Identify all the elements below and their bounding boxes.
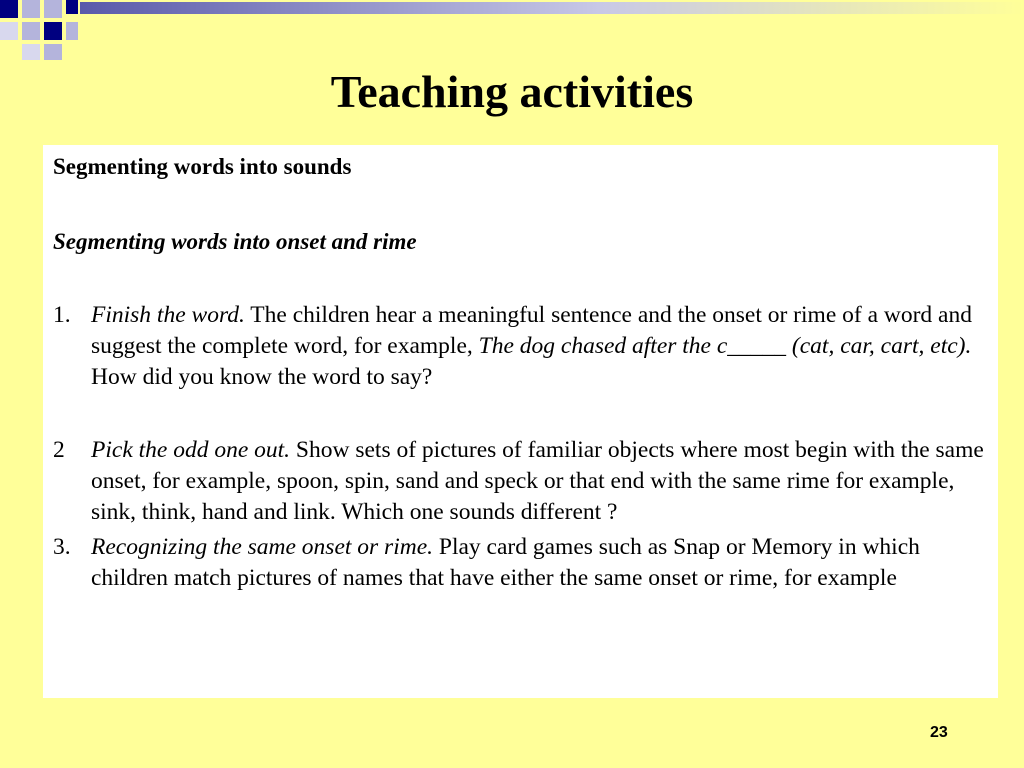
list-item-number: 3. <box>53 534 71 560</box>
list-item-lead: Finish the word. <box>91 302 245 328</box>
list-item-lead: Pick the odd one out. <box>91 437 291 463</box>
list-item-finish-the-word <box>53 300 988 393</box>
slide-title: Teaching activities <box>330 66 694 117</box>
list-item-question: How did you know the word to say? <box>91 364 433 390</box>
decorative-header-band <box>0 0 1024 60</box>
list-item-recognizing-onset-rime <box>53 532 988 594</box>
list-item-text: The children hear a meaningful sentence and the onset or rime of a word and suggest the complete word, for example, <box>91 302 972 359</box>
slide-number: 23 <box>930 724 948 741</box>
heading-onset-rime: Segmenting words into onset and rime <box>53 229 417 254</box>
list-item-number: 2 <box>53 437 65 463</box>
list-item-lead: Recognizing the same onset or rime. <box>91 534 434 560</box>
list-item-body <box>91 300 988 393</box>
heading-segmenting-sounds: Segmenting words into sounds <box>53 154 352 179</box>
list-item-text: Play card games such as Snap or Memory in which children match pictures of names that have either the same onset or rime, for example <box>91 534 920 591</box>
content-box <box>43 145 998 698</box>
list-item-example: The dog chased after the c_____ (cat, car, cart, etc). <box>478 333 972 359</box>
list-item-odd-one-out <box>53 435 988 528</box>
list-item-body <box>91 435 988 528</box>
list-item-body <box>91 532 988 594</box>
list-item-text: Show sets of pictures of familiar objects where most begin with the same onset, for example, spoon, spin, sand and speck or that end with the same rime for example, sink, think, hand and link. Which one sounds different ? <box>91 437 984 525</box>
decorative-squares-graphic <box>0 0 1024 60</box>
list-item-number: 1. <box>53 302 71 328</box>
